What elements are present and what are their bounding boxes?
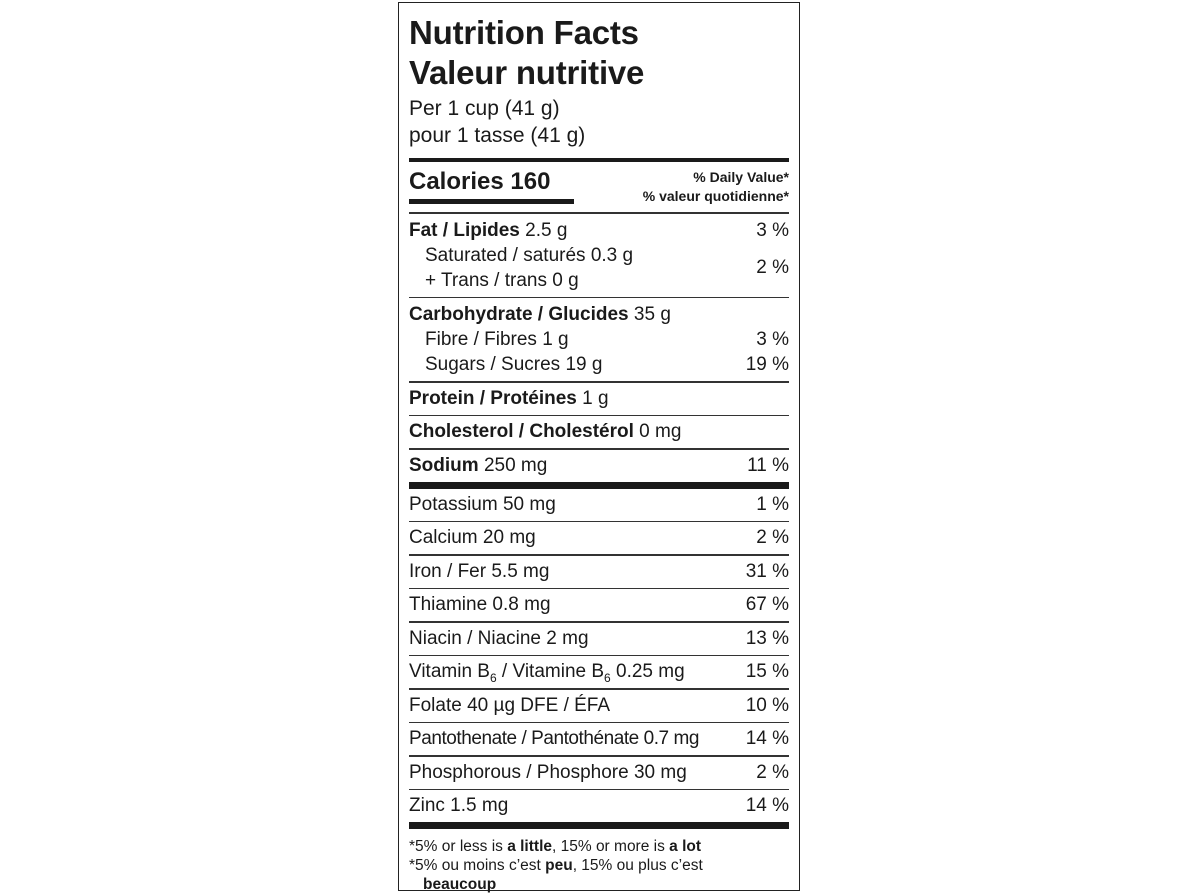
sodium-label: Sodium: [409, 454, 479, 476]
sugars-dv: 19 %: [745, 354, 789, 375]
protein-label: Protein / Protéines: [409, 387, 577, 409]
trans-amount: 0 g: [552, 269, 579, 291]
folate-row: [409, 690, 789, 722]
footnote-fr-pre: *5% ou moins c’est: [409, 857, 546, 874]
title-en: Nutrition Facts: [409, 14, 639, 51]
footnote-en: [409, 837, 789, 856]
pantothenate-dv: 14 %: [745, 728, 789, 749]
trans-row: [425, 268, 633, 293]
folate-text: Folate 40 µg DFE / ÉFA: [409, 694, 611, 716]
fibre-row: [409, 327, 789, 352]
fat-block: [409, 214, 789, 297]
footnote-fr-mid: , 15% ou plus c’est: [572, 857, 703, 874]
vitamin-b6-part3: 0.25 mg: [610, 660, 685, 682]
fat-row: [409, 218, 789, 243]
footnote-en-pre: *5% or less is: [409, 838, 508, 855]
fibre-dv: 3 %: [756, 329, 789, 350]
potassium-dv: 1 %: [756, 493, 789, 515]
protein-amount: 1 g: [582, 387, 609, 409]
footnote-en-mid: , 15% or more is: [552, 838, 670, 855]
pantothenate-row: [409, 723, 789, 755]
sugars-label: Sugars / Sucres: [425, 354, 561, 375]
vitamin-b6-part1: Vitamin B: [409, 660, 490, 682]
niacin-row: [409, 623, 789, 655]
vitamin-b6-row: [409, 656, 789, 688]
vitamin-b6-subscript: 6: [489, 670, 497, 685]
calories-label: Calories: [409, 168, 504, 195]
niacin-dv: 13 %: [745, 627, 789, 649]
thiamine-row: [409, 589, 789, 621]
vitamine-b6-subscript: 6: [604, 670, 611, 685]
folate-dv: 10 %: [745, 694, 789, 716]
fibre-amount: 1 g: [542, 329, 569, 350]
calcium-dv: 2 %: [756, 527, 789, 548]
sugars-row: [409, 352, 789, 377]
sat-trans-row: [409, 243, 789, 293]
zinc-dv: 14 %: [745, 795, 789, 816]
carb-label: Carbohydrate / Glucides: [409, 304, 629, 325]
serving-size-en: Per 1 cup (41 g): [409, 97, 560, 120]
calories-underline: [409, 199, 574, 204]
protein-row: [409, 383, 789, 415]
fat-amount: 2.5 g: [525, 219, 568, 241]
label-content: [409, 3, 789, 894]
vitamin-b6-dv: 15 %: [745, 661, 789, 682]
divider-extra-thick: [409, 822, 789, 829]
carb-amount: 35 g: [633, 304, 671, 325]
footnote-en-a-little: a little: [507, 838, 552, 855]
daily-value-header-fr: % valeur quotidienne*: [642, 188, 789, 204]
calories-value: 160: [510, 168, 551, 195]
cholesterol-row: [409, 416, 789, 448]
sodium-amount: 250 mg: [483, 454, 548, 476]
phosphorous-row: [409, 757, 789, 789]
footnote-fr: [409, 856, 789, 875]
cholesterol-label: Cholesterol / Cholestérol: [409, 421, 634, 442]
sat-trans-labels: [409, 243, 633, 293]
fat-label: Fat / Lipides: [409, 219, 520, 241]
title-fr: Valeur nutritive: [409, 54, 645, 91]
footnote-fr-peu: peu: [545, 857, 573, 874]
daily-value-header: [643, 168, 789, 206]
sat-trans-dv: 2 %: [756, 256, 789, 278]
saturated-row: [425, 243, 633, 268]
divider-extra-thick: [409, 482, 789, 489]
calories: [409, 168, 550, 196]
saturated-amount: 0.3 g: [590, 244, 634, 266]
sodium-dv: 11 %: [747, 454, 789, 476]
zinc-text: Zinc 1.5 mg: [409, 795, 509, 816]
thiamine-dv: 67 %: [745, 594, 789, 615]
saturated-label: Saturated / saturés: [425, 244, 586, 266]
potassium-text: Potassium 50 mg: [409, 493, 556, 515]
potassium-row: [409, 489, 789, 521]
calcium-text: Calcium 20 mg: [409, 527, 536, 548]
daily-value-header-en: % Daily Value*: [693, 169, 789, 185]
trans-label: + Trans / trans: [425, 269, 547, 291]
footnote: [409, 829, 789, 894]
serving-size-fr: pour 1 tasse (41 g): [409, 124, 586, 147]
vitamin-b6-part2: / Vitamine B: [496, 660, 605, 682]
fibre-label: Fibre / Fibres: [425, 329, 537, 350]
niacin-text: Niacin / Niacine 2 mg: [409, 627, 589, 649]
iron-text: Iron / Fer 5.5 mg: [409, 560, 550, 582]
thiamine-text: Thiamine 0.8 mg: [409, 594, 551, 615]
phosphorous-text: Phosphorous / Phosphore 30 mg: [409, 761, 687, 783]
fat-dv: 3 %: [756, 219, 789, 241]
footnote-fr-beaucoup: beaucoup: [423, 876, 497, 893]
footnote-en-a-lot: a lot: [669, 838, 702, 855]
sodium-row: [409, 450, 789, 482]
carb-row: [409, 302, 789, 327]
iron-row: [409, 556, 789, 588]
pantothenate-text: Pantothenate / Pantothénate 0.7 mg: [409, 728, 699, 749]
iron-dv: 31 %: [745, 560, 789, 582]
zinc-row: [409, 790, 789, 822]
carb-block: [409, 298, 789, 381]
vitamin-b6-text: [409, 656, 685, 689]
sugars-amount: 19 g: [565, 354, 603, 375]
nutrition-facts-label: [398, 2, 800, 891]
cholesterol-amount: 0 mg: [639, 421, 682, 442]
calcium-row: [409, 522, 789, 554]
phosphorous-dv: 2 %: [756, 761, 789, 783]
calories-row: [409, 162, 789, 212]
